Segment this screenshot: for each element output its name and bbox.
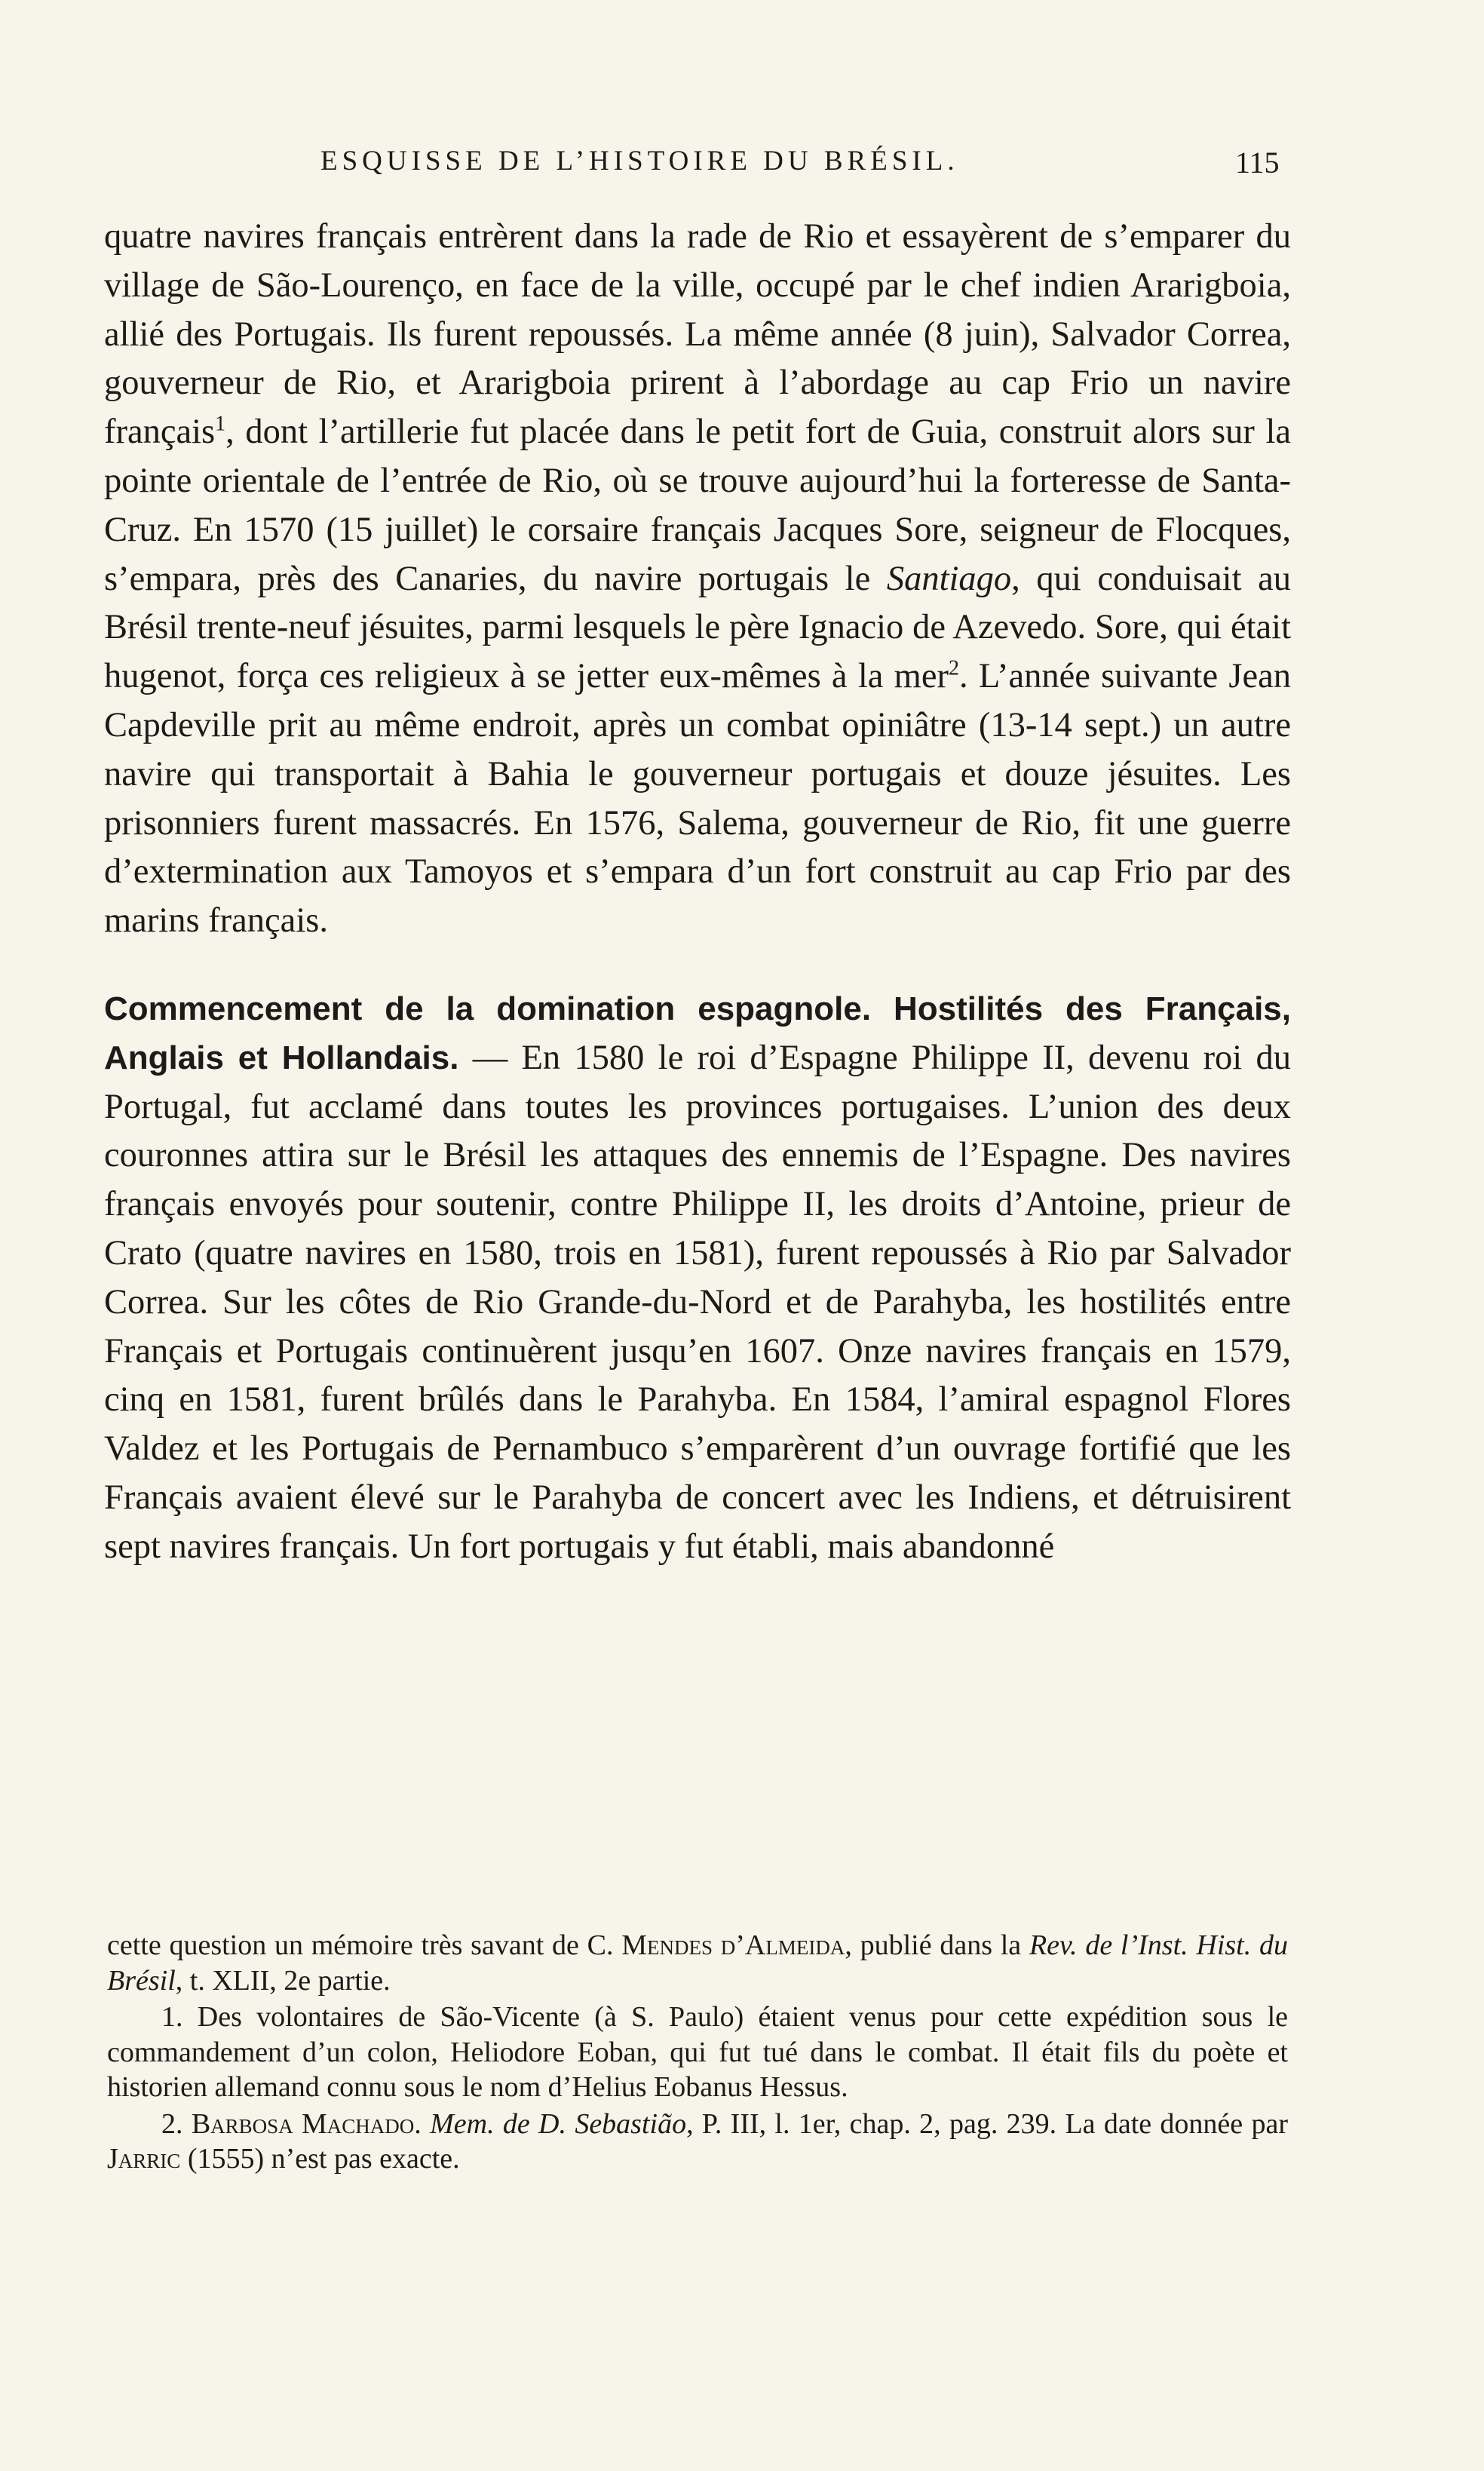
footnote-2-number: 2.: [161, 2107, 192, 2140]
footnote-ref-2: 2: [948, 656, 959, 680]
paragraph-1-text-b: , dont l’artillerie fut placée dans le petit fort de Guia, construit alors sur la pointe orientale de l’entrée de Rio, où se trouve aujourd’hui la forteresse de Santa-Cruz. En 1570 (15 juillet) le corsaire français Jacques Sore, seigneur de Flocques, s’empara, près des Canaries, du navire portugais le: [104, 413, 1291, 598]
footnote-1: [107, 2000, 1288, 2105]
footnotes: [107, 1928, 1288, 2177]
footnote-1-text: 1. Des volontaires de São-Vicente (à S. Paulo) étaient venus pour cette expédition sous le commandement d’un colon, Heliodore Eoban, qui fut tué dans le combat. Il était fils du poète et historien allemand connu sous le nom d’Helius Eobanus Hessus.: [107, 2001, 1288, 2103]
footnote-2: [107, 2107, 1288, 2177]
footnote-2-work: Mem. de D. Sebastião: [430, 2107, 687, 2140]
footnote-2-text-b: (1555) n’est pas exacte.: [180, 2143, 460, 2175]
page-number: 115: [1235, 146, 1280, 180]
footnote-author: Mendes d’Almeida: [621, 1929, 845, 1961]
paragraph-2: [104, 985, 1291, 1572]
footnote-2-dot: .: [414, 2107, 431, 2140]
paragraph-1-text-a: quatre navires français entrèrent dans la rade de Rio et essayèrent de s’emparer du village de São-Lourenço, en face de la ville, occupé par le chef indien Ararigboia, allié des Portugais. Ils furent repoussés. La même année (8 juin), Salvador Correa, gouverneur de Rio, et Ararigboia prirent à l’abordage au cap Frio un navire français: [104, 217, 1291, 452]
paragraph-1-text-c: , qui conduisait au Brésil trente-neuf jésuites, parmi lesquels le père Ignacio de Azevedo. Sore, qui était hugenot, força ces religieux à se jetter eux-mêmes à la mer: [104, 559, 1291, 696]
ship-name: Santiago: [886, 559, 1012, 598]
footnote-ref-1: 1: [215, 412, 226, 436]
running-title: ESQUISSE DE L’HISTOIRE DU BRÉSIL.: [320, 146, 959, 176]
paragraph-2-text: — En 1580 le roi d’Espagne Philippe II, devenu roi du Portugal, fut acclamé dans toutes les provinces portugaises. L’union des deux couronnes attira sur le Brésil les attaques des ennemis de l’Espagne. Des navires français envoyés pour soutenir, contre Philippe II, les droits d’Antoine, prieur de Crato (quatre navires en 1580, trois en 1581), furent repoussés à Rio par Salvador Correa. Sur les côtes de Rio Grande-du-Nord et de Parahyba, les hostilités entre Français et Portugais continuèrent jusqu’en 1607. Onze navires français en 1579, cinq en 1581, furent brûlés dans le Parahyba. En 1584, l’amiral espagnol Flores Valdez et les Portugais de Pernambuco s’emparèrent d’un ouvrage fortifié que les Français avaient élevé sur le Parahyba de concert avec les Indiens, et détruisirent sept navires français. Un fort portugais y fut établi, mais abandonné: [104, 1038, 1291, 1566]
footnote-2-author2: Jarric: [107, 2143, 181, 2175]
footnote-continuation-text-b: , publié dans la: [845, 1929, 1029, 1961]
paragraph-1-text-d: . L’année suivante Jean Capdeville prit au même endroit, après un combat opiniâtre (13-14 sept.) un autre navire qui transportait à Bahia le gouverneur portugais et douze jésuites. Les prisonniers furent massacrés. En 1576, Salema, gouverneur de Rio, fit une guerre d’extermination aux Tamoyos et s’empara d’un fort construit au cap Frio par des marins français.: [104, 657, 1291, 941]
body-text: [104, 213, 1291, 1572]
section-heading: Commencement de la domination espagnole. Hostilités des Français, Anglais et Hollandais.: [104, 990, 1291, 1076]
footnote-2-text-a: , P. III, l. 1er, chap. 2, pag. 239. La date donnée par: [686, 2107, 1288, 2140]
footnote-2-author: Barbosa Machado: [191, 2107, 415, 2140]
footnote-journal: Rev. de l’Inst. Hist. du Brésil: [107, 1929, 1288, 1997]
footnote-continuation: [107, 1928, 1288, 1998]
footnote-continuation-text-c: , t. XLII, 2e partie.: [175, 1964, 391, 1997]
footnote-continuation-text-a: cette question un mémoire très savant de C.: [107, 1929, 622, 1961]
paragraph-1: [104, 213, 1291, 946]
running-head: [0, 145, 1484, 190]
